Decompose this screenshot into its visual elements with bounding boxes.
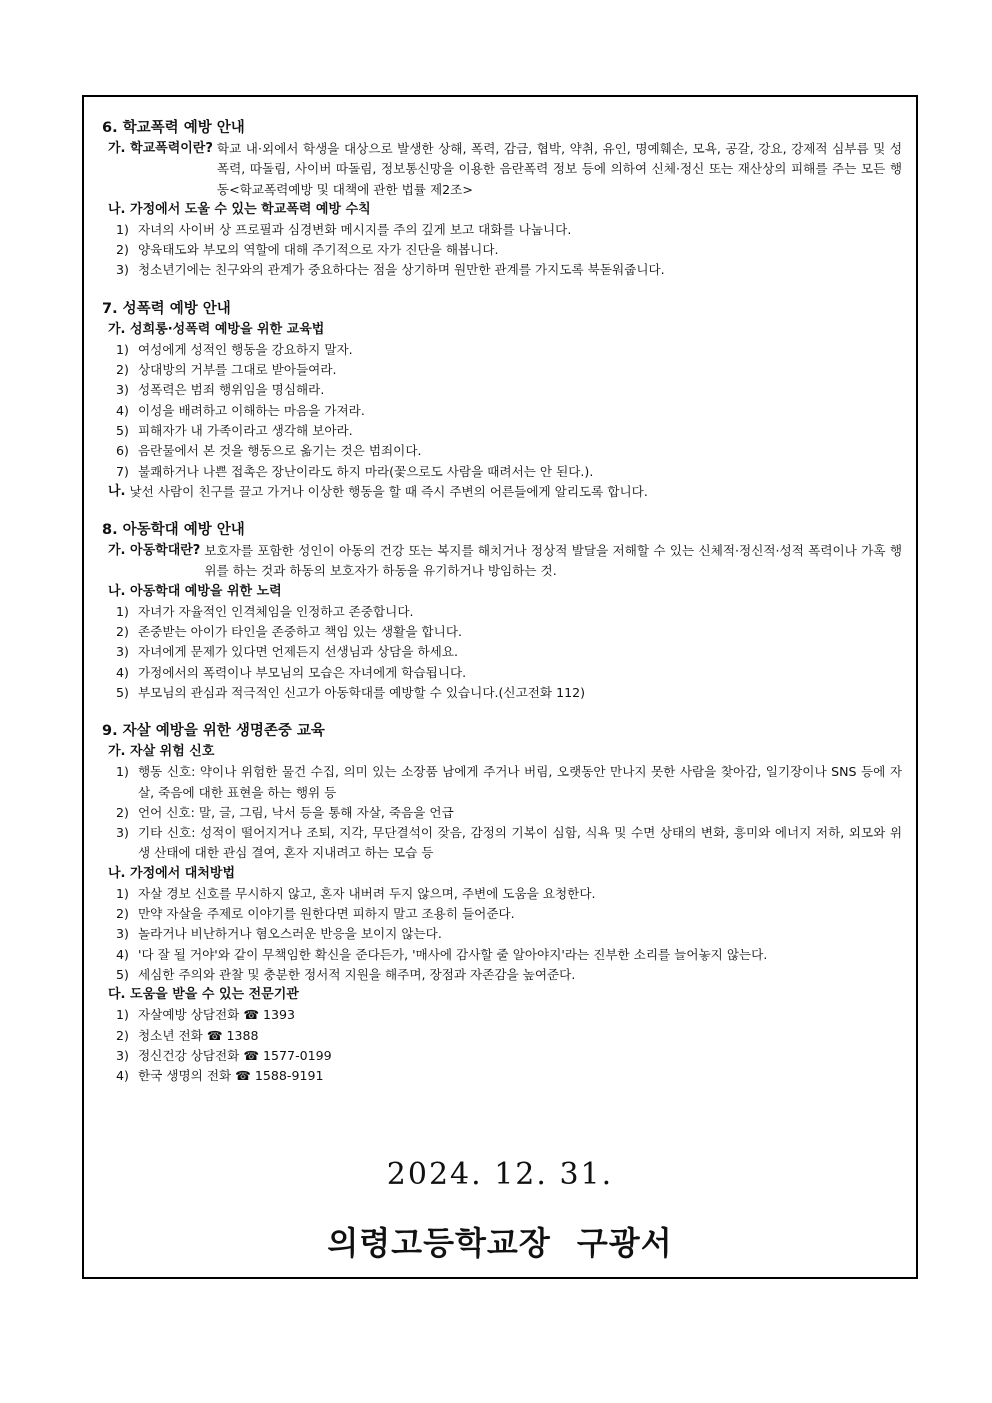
document-body	[102, 118, 902, 1086]
section-7-a-title: 가. 성희롱·성폭력 예방을 위한 교육법	[108, 321, 325, 337]
hotline-item: 2) 청소년 전화 ☎ 1388	[116, 1027, 259, 1043]
section-7-a-list	[102, 340, 902, 482]
list-item: 5) 부모님의 관심과 적극적인 신고가 아동학대를 예방할 수 있습니다.(신고전화 112)	[116, 684, 586, 700]
list-item: 5) 피해자가 내 가족이라고 생각해 보아라.	[116, 422, 353, 438]
section-8-b-title: 나. 아동학대 예방을 위한 노력	[108, 583, 282, 599]
section-9-b-list	[102, 884, 902, 985]
document-date: 2024. 12. 31.	[386, 1157, 614, 1192]
list-item: 4) 이성을 배려하고 이해하는 마음을 가져라.	[116, 402, 365, 418]
section-7-title: 7. 성폭력 예방 안내	[102, 300, 231, 317]
list-item: 3) 놀라거나 비난하거나 혐오스러운 반응을 보이지 않는다.	[116, 926, 442, 942]
hotline-item: 1) 자살예방 상담전화 ☎ 1393	[116, 1007, 296, 1023]
list-item: 1) 자살 경보 신호를 무시하지 않고, 혼자 내버려 두지 않으며, 주변에 도움을 요청한다.	[116, 885, 596, 901]
section-9-c-title: 다. 도움을 받을 수 있는 전문기관	[108, 987, 299, 1003]
section-9-a-title: 가. 자살 위험 신호	[108, 744, 215, 760]
list-item: 2) 상대방의 거부를 그대로 받아들여라.	[116, 362, 337, 378]
section-8-a	[102, 541, 902, 582]
list-item: 3) 기타 신호: 성적이 떨어지거나 조퇴, 지각, 무단결석이 잦음, 감정의 기복이 심함, 식욕 및 수면 상태의 변화, 흥미와 에너지 저하, 외모와 위생 산태에 대한 관심 결여, 혼자 지내려고 하는 모습 등	[116, 825, 902, 861]
section-6-title: 6. 학교폭력 예방 안내	[102, 120, 245, 136]
hotline-item: 3) 정신건강 상담전화 ☎ 1577-0199	[116, 1047, 332, 1063]
document-signer: 의령고등학교장 구광서	[327, 1224, 673, 1262]
section-6-a-lead: 가. 학교폭력이란?	[108, 141, 213, 156]
list-item: 2) 만약 자살을 주제로 이야기를 원한다면 피하지 말고 조용히 들어준다.	[116, 906, 515, 922]
section-6-a	[102, 139, 902, 200]
section-7-b-text: 낯선 사람이 친구를 끌고 가거나 이상한 행동을 할 때 즉시 주변의 어른들에게 알리도록 합니다.	[129, 483, 648, 499]
section-8-b-list	[102, 602, 902, 703]
section-7-b-lead: 나.	[108, 483, 126, 499]
list-item: 3) 청소년기에는 친구와의 관계가 중요하다는 점을 상기하며 원만한 관계를 가지도록 북돋워줍니다.	[116, 262, 665, 278]
section-9-title: 9. 자살 예방을 위한 생명존중 교육	[102, 723, 325, 740]
list-item: 4) 가정에서의 폭력이나 부모님의 모습은 자녀에게 학습됩니다.	[116, 664, 467, 680]
section-8-a-lead: 가. 아동학대란?	[108, 543, 201, 559]
list-item: 4) '다 잘 될 거야'와 같이 무책임한 확신을 준다든가, '매사에 감사할 줄 알아야지'라는 진부한 소리를 늘어놓지 않는다.	[116, 946, 768, 962]
section-9-c-list	[102, 1005, 902, 1086]
list-item: 1) 여성에게 성적인 행동을 강요하지 말자.	[116, 341, 353, 357]
section-6-b-title: 나. 가정에서 도울 수 있는 학교폭력 예방 수칙	[108, 201, 371, 217]
list-item: 3) 성폭력은 범죄 행위임을 명심해라.	[116, 382, 325, 398]
list-item: 1) 행동 신호: 약이나 위험한 물건 수집, 의미 있는 소장품 남에게 주거나 버림, 오랫동안 만나지 못한 사람을 찾아감, 일기장이나 SNS 등에 자살, 죽음에 대한 표현을 하는 행위 등	[116, 764, 902, 800]
section-9-b-title: 나. 가정에서 대처방법	[108, 865, 236, 881]
section-7-b	[102, 482, 902, 502]
section-8-title: 8. 아동학대 예방 안내	[102, 522, 245, 539]
list-item: 2) 양육태도와 부모의 역할에 대해 주기적으로 자가 진단을 해봅니다.	[116, 242, 499, 258]
hotline-item: 4) 한국 생명의 전화 ☎ 1588-9191	[116, 1068, 324, 1084]
list-item: 5) 세심한 주의와 관찰 및 충분한 정서적 지원을 해주며, 장점과 자존감을 높여준다.	[116, 966, 576, 982]
list-item: 2) 존중받는 아이가 타인을 존중하고 책임 있는 생활을 합니다.	[116, 624, 462, 640]
list-item: 2) 언어 신호: 말, 글, 그림, 낙서 등을 통해 자살, 죽음을 언급	[116, 804, 454, 820]
list-item: 7) 불쾌하거나 나쁜 접촉은 장난이라도 하지 마라(꽃으로도 사람을 때려서는 안 된다.).	[116, 463, 594, 479]
list-item: 6) 음란물에서 본 것을 행동으로 옮기는 것은 범죄이다.	[116, 443, 422, 459]
list-item: 1) 자녀가 자율적인 인격체임을 인정하고 존중합니다.	[116, 603, 414, 619]
section-6-a-text: 학교 내·외에서 학생을 대상으로 발생한 상해, 폭력, 감금, 협박, 약취, 유인, 명예훼손, 모욕, 공갈, 강요, 강제적 심부름 및 성폭력, 따돌림, 사이버 따돌림, 정보통신망을 이용한 음란폭력 정보 등에 의하여 신체·정신 또는 재산상의 피해를 주는 모든 행동<학교폭력예방 및 대책에 관한 법률 제2조>	[216, 141, 902, 197]
section-8-a-text: 보호자를 포함한 성인이 아동의 건강 또는 복지를 해치거나 정상적 발달을 저해할 수 있는 신체적·정신적·성적 폭력이나 가혹 행위를 하는 것과 하동의 보호자가 하동을 유기하거나 방임하는 것.	[204, 543, 902, 579]
list-item: 3) 자녀에게 문제가 있다면 언제든지 선생님과 상담을 하세요.	[116, 644, 458, 660]
section-6-b-list	[102, 220, 902, 281]
section-9-a-list	[102, 762, 902, 863]
list-item: 1) 자녀의 사이버 상 프로필과 심경변화 메시지를 주의 깊게 보고 대화를 나눕니다.	[116, 221, 572, 237]
